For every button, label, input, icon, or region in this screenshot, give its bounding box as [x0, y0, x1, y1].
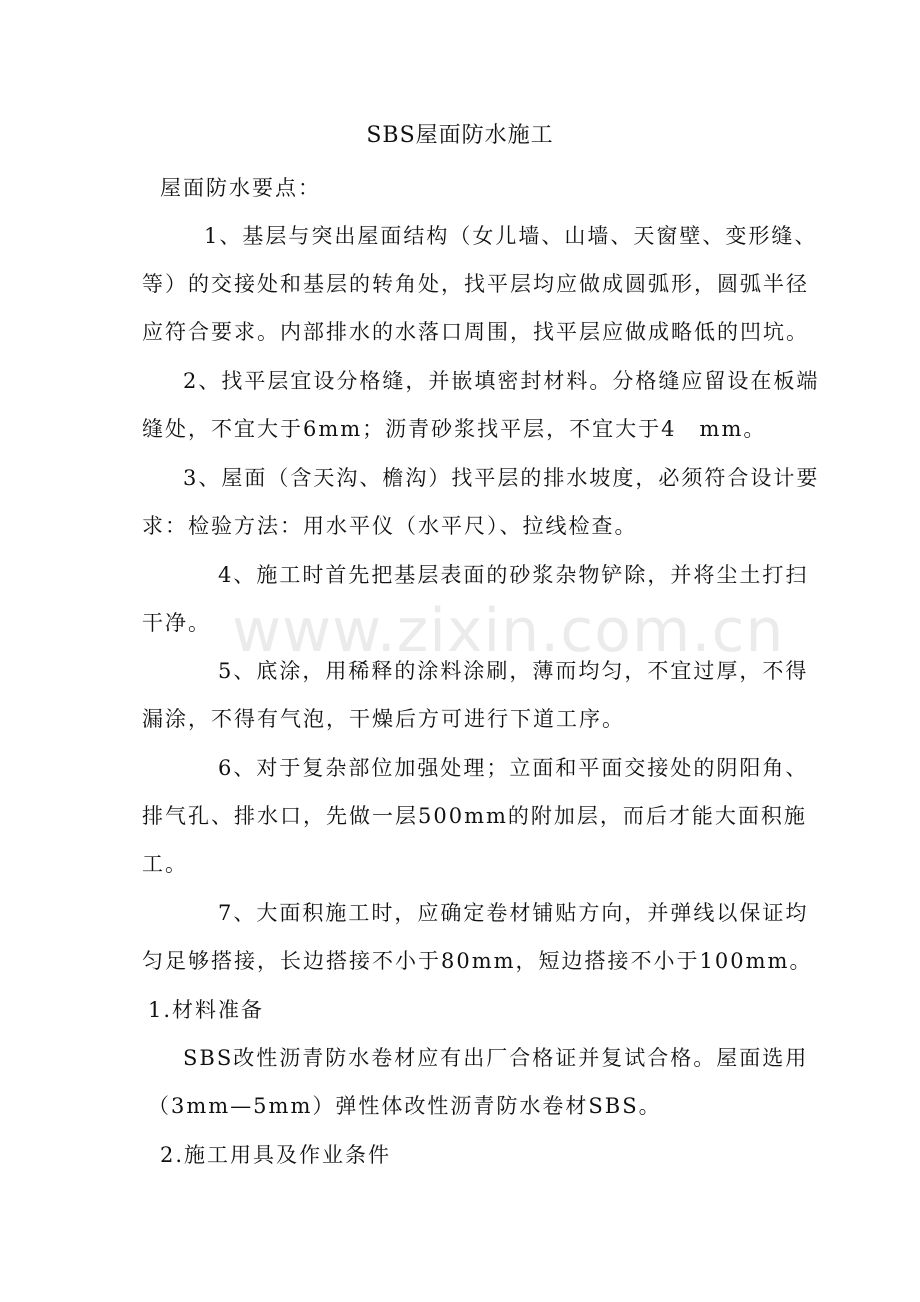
paragraph-line: （3mm—5mm）弹性体改性沥青防水卷材SBS。: [148, 1094, 662, 1118]
section-heading: 1.材料准备: [148, 998, 265, 1022]
watermark: www.zixin.com.cn: [232, 596, 785, 666]
paragraph-line: 3、屋面（含天沟、檐沟）找平层的排水坡度，必须符合设计要: [183, 466, 820, 490]
paragraph-line: 6、对于复杂部位加强处理；立面和平面交接处的阴阳角、: [218, 756, 809, 780]
paragraph-line: 7、大面积施工时，应确定卷材铺贴方向，并弹线以保证均: [218, 901, 809, 925]
paragraph-line: 漏涂，不得有气泡，干燥后方可进行下道工序。: [142, 707, 625, 731]
paragraph-line: 应符合要求。内部排水的水落口周围，找平层应做成略低的凹坑。: [142, 320, 809, 344]
section-heading: 2.施工用具及作业条件: [160, 1143, 392, 1167]
paragraph-line: 干净。: [142, 611, 211, 635]
paragraph-line: 求：检验方法：用水平仪（水平尺）、拉线检查。: [142, 514, 638, 538]
paragraph-line: SBS改性沥青防水卷材应有出厂合格证并复试合格。屋面选用: [183, 1046, 809, 1070]
paragraph-line: 5、底涂，用稀释的涂料涂刷，薄而均匀，不宜过厚，不得: [218, 659, 809, 683]
paragraph-line: 排气孔、排水口，先做一层500mm的附加层，而后才能大面积施: [142, 804, 807, 828]
paragraph-line: 2、找平层宜设分格缝，并嵌填密封材料。分格缝应留设在板端: [183, 369, 820, 393]
paragraph-line: 工。: [142, 852, 188, 876]
paragraph-line: 缝处，不宜大于6mm；沥青砂浆找平层，不宜大于4 mm。: [142, 417, 767, 441]
paragraph-line: 匀足够搭接，长边搭接不小于80mm，短边搭接不小于100mm。: [142, 949, 813, 973]
document-title: SBS屋面防水施工: [366, 123, 554, 148]
paragraph-line: 等）的交接处和基层的转角处，找平层均应做成圆弧形，圆弧半径: [142, 272, 809, 296]
section-heading: 屋面防水要点：: [160, 176, 321, 200]
paragraph-line: 4、施工时首先把基层表面的砂浆杂物铲除，并将尘土打扫: [218, 563, 809, 587]
paragraph-line: 1、基层与突出屋面结构（女儿墙、山墙、天窗壁、变形缝、: [204, 224, 818, 248]
